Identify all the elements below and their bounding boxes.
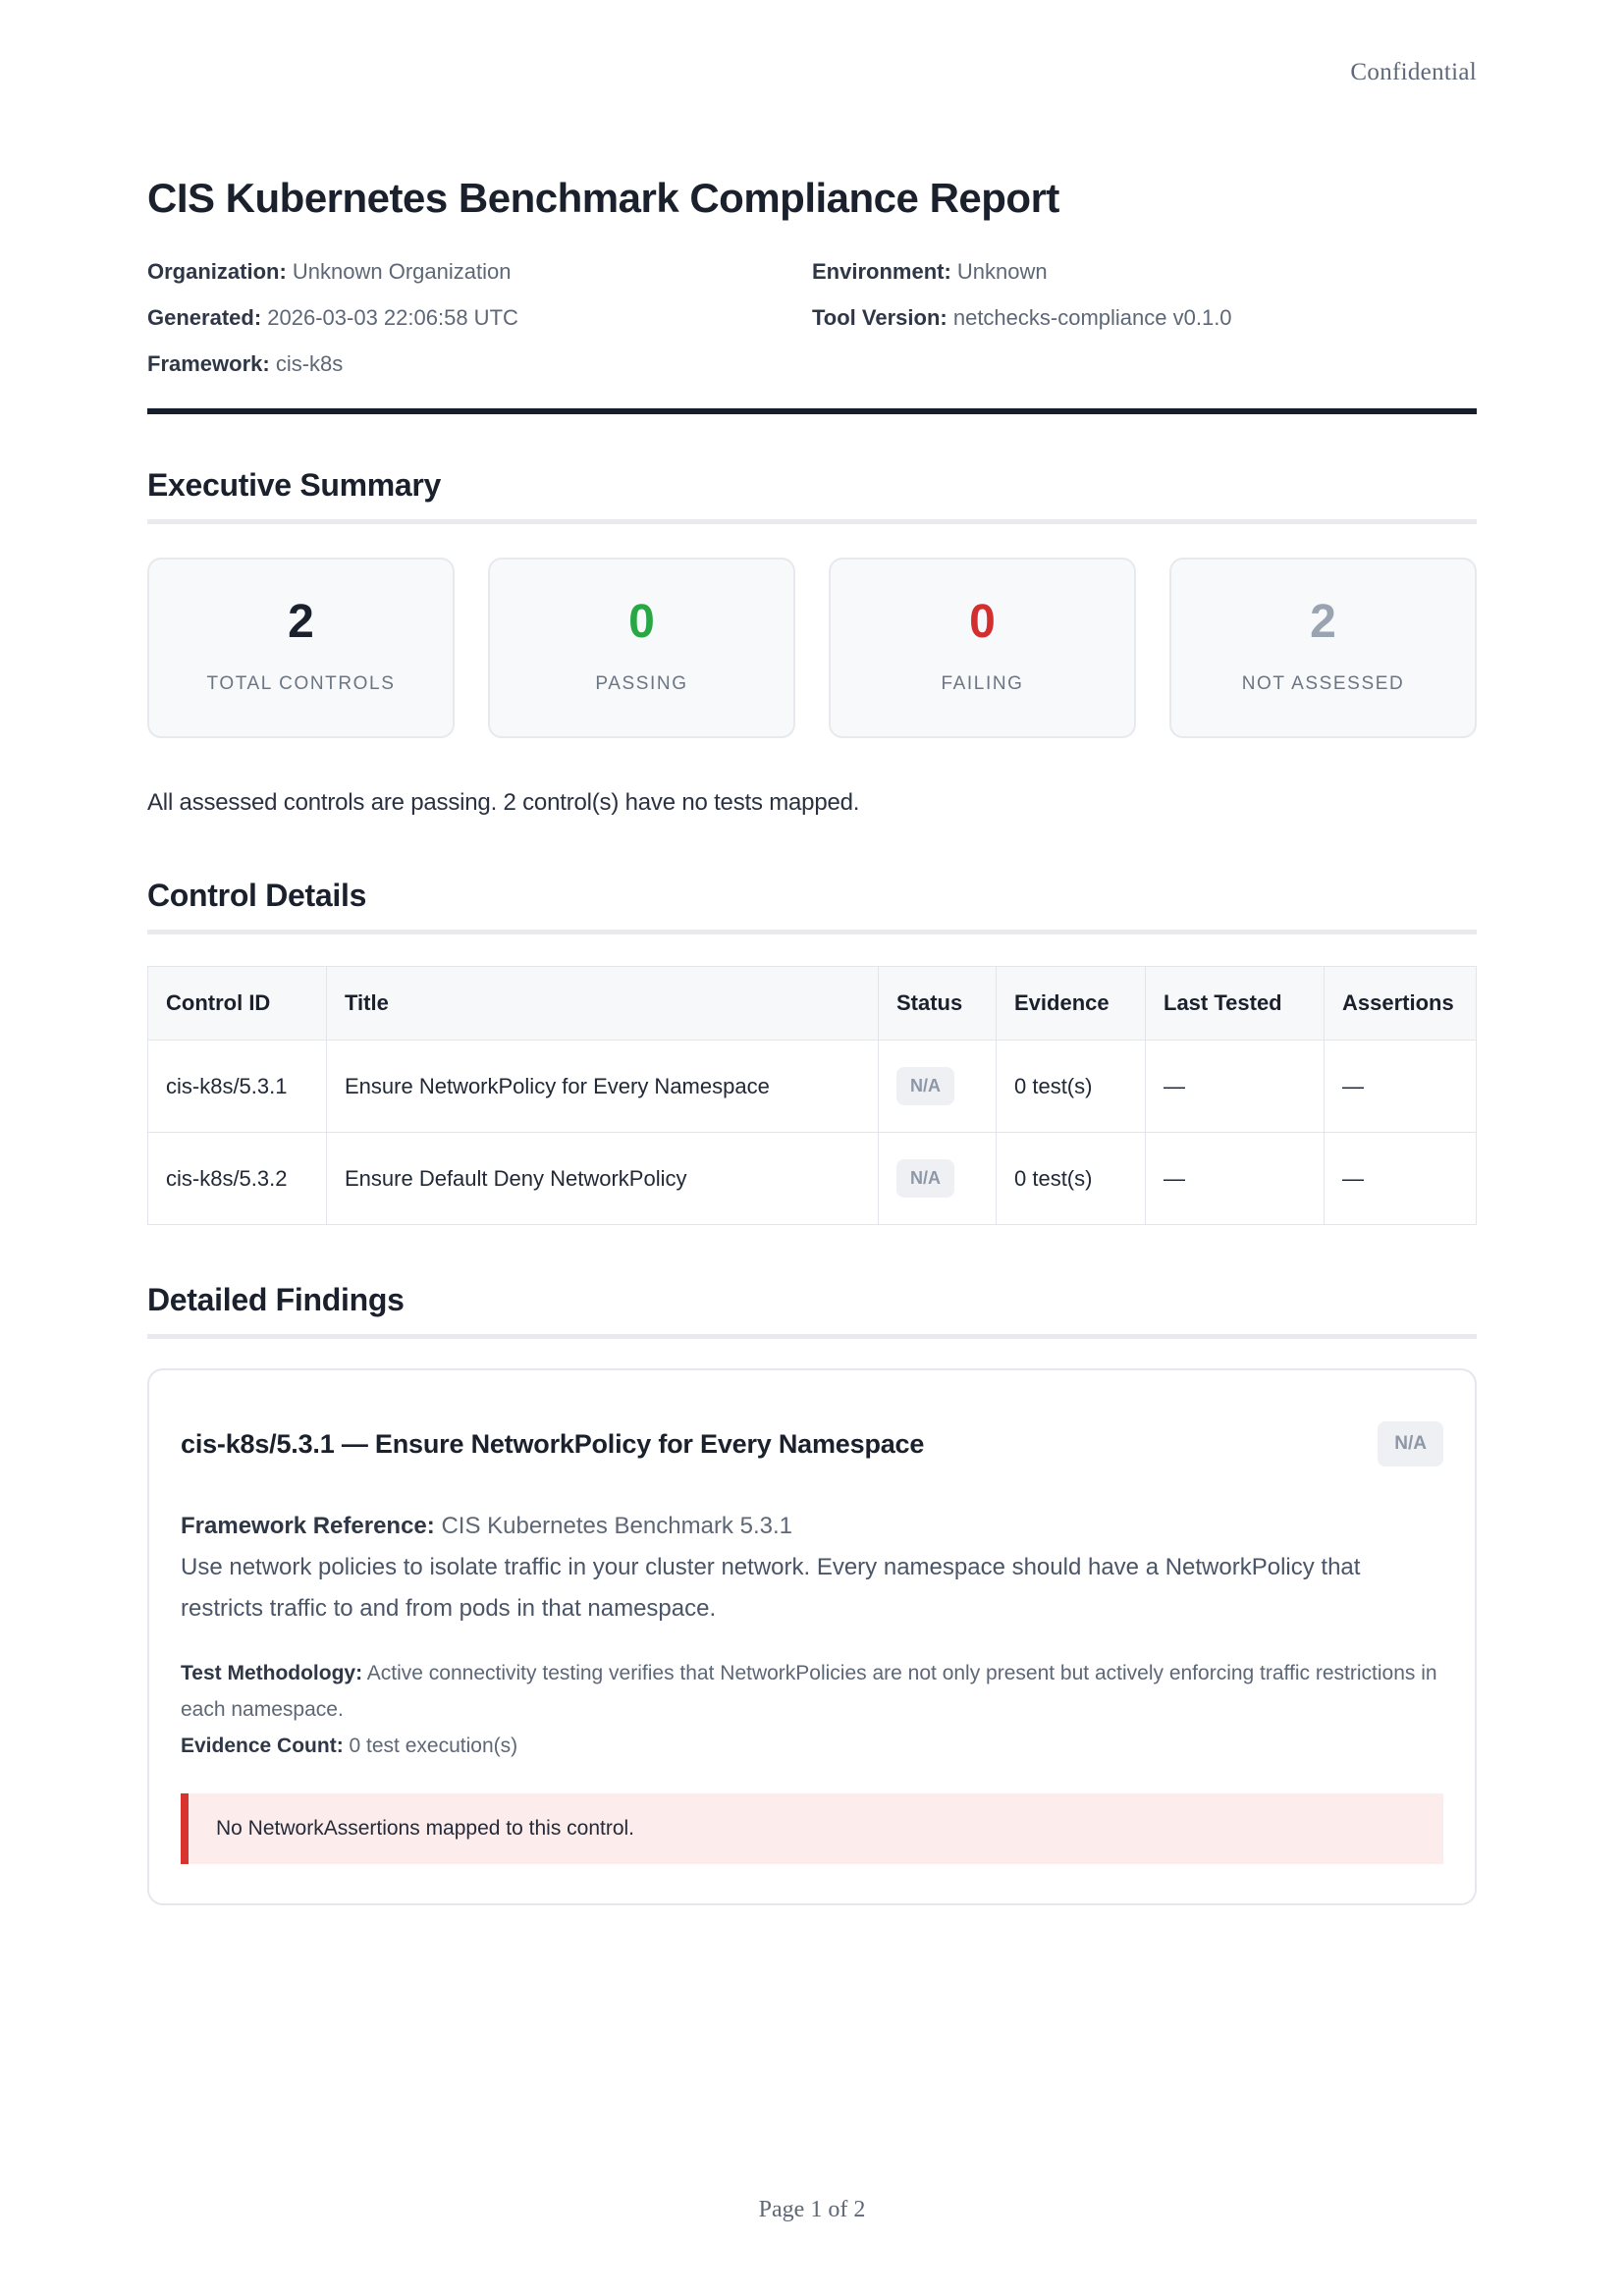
cell-control-id: cis-k8s/5.3.1 [148,1041,327,1133]
cell-title: Ensure NetworkPolicy for Every Namespace [327,1041,879,1133]
framework-reference-value: CIS Kubernetes Benchmark 5.3.1 [441,1513,792,1539]
not-assessed-label: NOT ASSESSED [1241,673,1405,694]
classification-label: Confidential [1350,59,1477,85]
card-failing [829,558,1136,738]
failing-value: 0 [969,596,996,648]
meta-generated-label: Generated: [147,305,262,330]
table-row [148,1133,1477,1225]
finding-description: Use network policies to isolate traffic in your cluster network. Every namespace should have a NetworkPolicy that restricts traffic to and from pods in that namespace. [181,1554,1361,1622]
cell-assertions: — [1325,1041,1477,1133]
meta-tool-version-value: netchecks-compliance v0.1.0 [952,305,1232,330]
table-header-row [148,967,1477,1041]
detailed-findings-heading: Detailed Findings [147,1282,405,1317]
evidence-count-value: 0 test execution(s) [349,1735,518,1757]
failing-label: FAILING [941,673,1024,694]
section-divider [147,519,1477,524]
control-details-heading: Control Details [147,878,367,913]
executive-summary-section [147,467,1477,817]
table-row [148,1041,1477,1133]
total-controls-value: 2 [288,596,314,648]
finding-card [147,1368,1477,1905]
summary-cards [147,558,1477,738]
header-rule [147,408,1477,414]
meta-organization-label: Organization: [147,259,287,284]
summary-statement: All assessed controls are passing. 2 control(s) have no tests mapped. [147,789,860,816]
cell-control-id: cis-k8s/5.3.2 [148,1133,327,1225]
test-methodology-label: Test Methodology: [181,1662,363,1684]
controls-table [147,966,1477,1225]
cell-status [879,1133,997,1225]
finding-header [181,1421,1443,1467]
evidence-count [181,1728,1443,1764]
detailed-findings-section [147,1282,1477,1905]
cell-assertions: — [1325,1133,1477,1225]
meta-tool-version [812,303,1477,333]
cell-evidence: 0 test(s) [997,1041,1146,1133]
cell-last-tested: — [1146,1041,1325,1133]
cell-title: Ensure Default Deny NetworkPolicy [327,1133,879,1225]
card-passing [488,558,795,738]
framework-reference-label: Framework Reference: [181,1513,435,1539]
report-metadata [147,257,1477,379]
test-methodology-value: Active connectivity testing verifies that NetworkPolicies are not only present but actively enforcing traffic restrictions in each namespace. [181,1662,1437,1721]
framework-reference [181,1510,1443,1543]
test-methodology [181,1655,1443,1728]
meta-organization-value: Unknown Organization [292,259,512,284]
meta-tool-version-label: Tool Version: [812,305,947,330]
status-badge: N/A [896,1159,954,1198]
passing-label: PASSING [595,673,688,694]
not-assessed-value: 2 [1310,596,1336,648]
column-header-last-tested: Last Tested [1146,967,1325,1041]
cell-evidence: 0 test(s) [997,1133,1146,1225]
meta-environment-value: Unknown [956,259,1048,284]
finding-status-badge: N/A [1378,1421,1443,1467]
no-assertions-alert: No NetworkAssertions mapped to this control. [181,1793,1443,1864]
page-number: Page 1 of 2 [758,2197,866,2222]
card-not-assessed [1169,558,1477,738]
meta-generated [147,303,812,333]
finding-title: cis-k8s/5.3.1 — Ensure NetworkPolicy for Every Namespace [181,1429,925,1459]
column-header-control-id: Control ID [148,967,327,1041]
meta-framework-value: cis-k8s [275,351,344,376]
meta-generated-value: 2026-03-03 22:06:58 UTC [267,305,518,330]
column-header-title: Title [327,967,879,1041]
executive-summary-heading: Executive Summary [147,467,442,503]
meta-framework [147,349,812,379]
column-header-status: Status [879,967,997,1041]
meta-organization [147,257,812,287]
column-header-assertions: Assertions [1325,967,1477,1041]
meta-environment-label: Environment: [812,259,951,284]
cell-status [879,1041,997,1133]
cell-last-tested: — [1146,1133,1325,1225]
report-title: CIS Kubernetes Benchmark Compliance Report [147,175,1059,221]
column-header-evidence: Evidence [997,967,1146,1041]
total-controls-label: TOTAL CONTROLS [206,673,396,694]
status-badge: N/A [896,1067,954,1105]
passing-value: 0 [628,596,655,648]
card-total-controls [147,558,455,738]
meta-framework-label: Framework: [147,351,270,376]
meta-environment [812,257,1477,287]
section-divider [147,1334,1477,1339]
control-details-section [147,878,1477,1225]
section-divider [147,930,1477,934]
evidence-count-label: Evidence Count: [181,1735,344,1757]
